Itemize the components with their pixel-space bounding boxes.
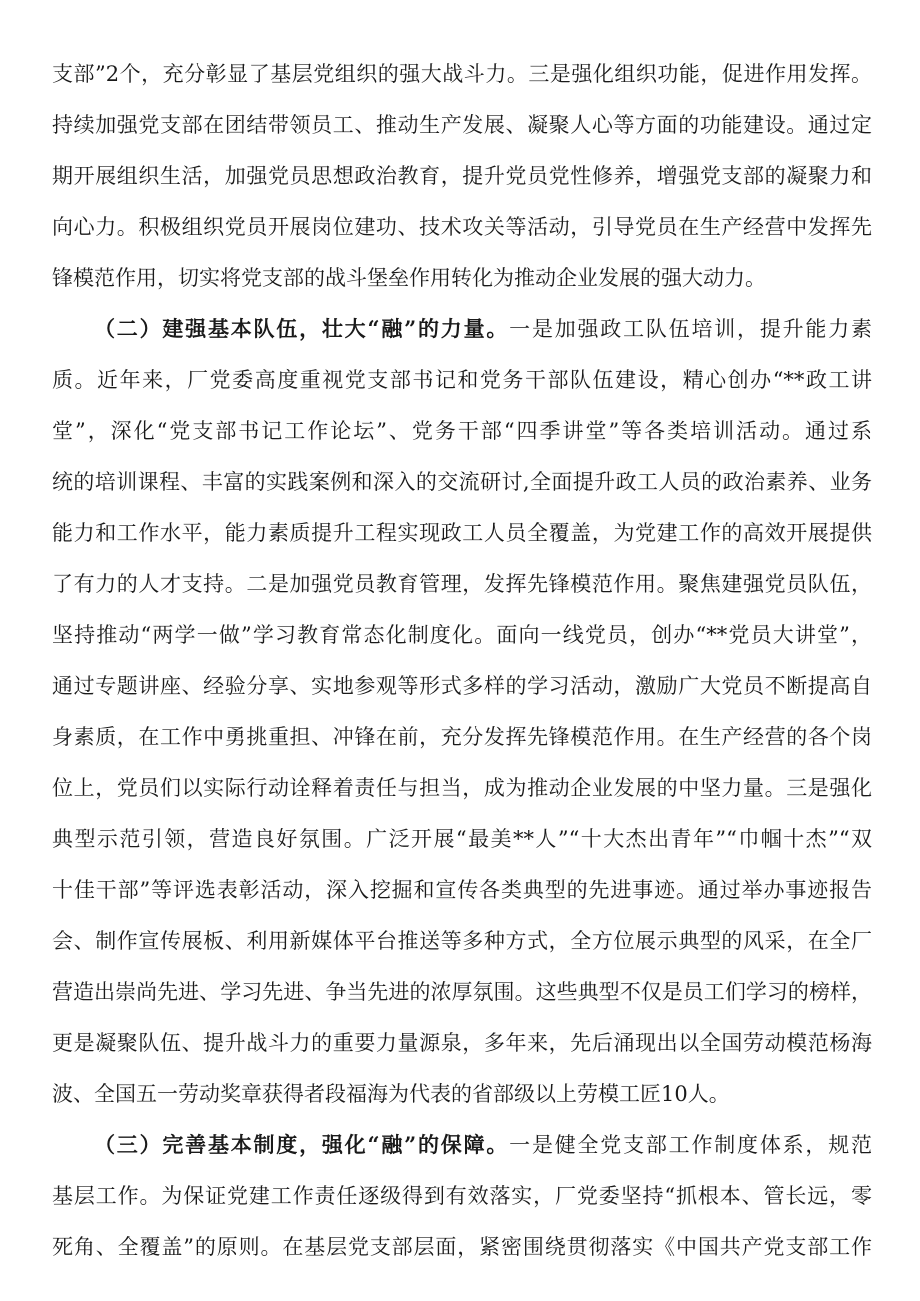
section-heading-line [94,1125,872,1165]
body-text-line: 十佳干部”等评选表彰活动，深入挖掘和宣传各类典型的先进事迹。通过举办事迹报告 [52,878,872,902]
section-heading: （三）完善基本制度，强化“融”的保障。 [94,1132,510,1157]
body-text: 一是健全党支部工作制度体系，规范 [509,1133,872,1157]
body-text-line: 了有力的人才支持。二是加强党员教育管理，发挥先锋模范作用。聚焦建强党员队伍， [52,572,872,596]
body-text-line: 营造出崇尚先进、学习先进、争当先进的浓厚氛围。这些典型不仅是员工们学习的榜样， [52,980,872,1004]
body-text-line: 质。近年来，厂党委高度重视党支部书记和党务干部队伍建设，精心创办“**政工讲 [52,368,872,392]
body-text: 一是加强政工队伍培训，提升能力素 [509,317,872,341]
body-text-line: 会、制作宣传展板、利用新媒体平台推送等多种方式，全方位展示典型的风采，在全厂 [52,929,872,953]
body-text-line: 通过专题讲座、经验分享、实地参观等形式多样的学习活动，激励广大党员不断提高自 [52,674,872,698]
body-text-line: 能力和工作水平，能力素质提升工程实现政工人员全覆盖，为党建工作的高效开展提供 [52,521,872,545]
body-text-line: 坚持推动“两学一做”学习教育常态化制度化。面向一线党员，创办“**党员大讲堂”， [52,623,872,647]
body-text-line: 位上，党员们以实际行动诠释着责任与担当，成为推动企业发展的中坚力量。三是强化 [52,776,872,800]
body-text-line: 堂”，深化“党支部书记工作论坛”、党务干部“四季讲堂”等各类培训活动。通过系 [52,419,872,443]
body-text-line: 支部”2个，充分彰显了基层党组织的强大战斗力。三是强化组织功能，促进作用发挥。 [52,62,872,86]
body-text-line: 锋模范作用，切实将党支部的战斗堡垒作用转化为推动企业发展的强大动力。 [52,266,766,290]
body-text-line: 更是凝聚队伍、提升战斗力的重要力量源泉，多年来，先后涌现出以全国劳动模范杨海 [52,1031,872,1055]
body-text-line: 基层工作。为保证党建工作责任逐级得到有效落实，厂党委坚持“抓根本、管长远，零 [52,1184,872,1208]
section-heading: （二）建强基本队伍，壮大“融”的力量。 [94,316,510,341]
body-text-line: 身素质，在工作中勇挑重担、冲锋在前，充分发挥先锋模范作用。在生产经营的各个岗 [52,725,872,749]
body-text-line: 波、全国五一劳动奖章获得者段福海为代表的省部级以上劳模工匠10人。 [52,1082,730,1106]
body-text-line: 期开展组织生活，加强党员思想政治教育，提升党员党性修养，增强党支部的凝聚力和 [52,164,872,188]
body-text-line: 持续加强党支部在团结带领员工、推动生产发展、凝聚人心等方面的功能建设。通过定 [52,113,872,137]
body-text-line: 向心力。积极组织党员开展岗位建功、技术攻关等活动，引导党员在生产经营中发挥先 [52,215,872,239]
body-text-line: 死角、全覆盖”的原则。在基层党支部层面，紧密围绕贯彻落实《中国共产党支部工作 [52,1235,872,1259]
section-heading-line [94,309,872,349]
body-text-line: 典型示范引领，营造良好氛围。广泛开展“最美**人”“十大杰出青年”“巾帼十杰”“双 [52,827,872,851]
body-text-line: 统的培训课程、丰富的实践案例和深入的交流研讨,全面提升政工人员的政治素养、业务 [52,470,872,494]
